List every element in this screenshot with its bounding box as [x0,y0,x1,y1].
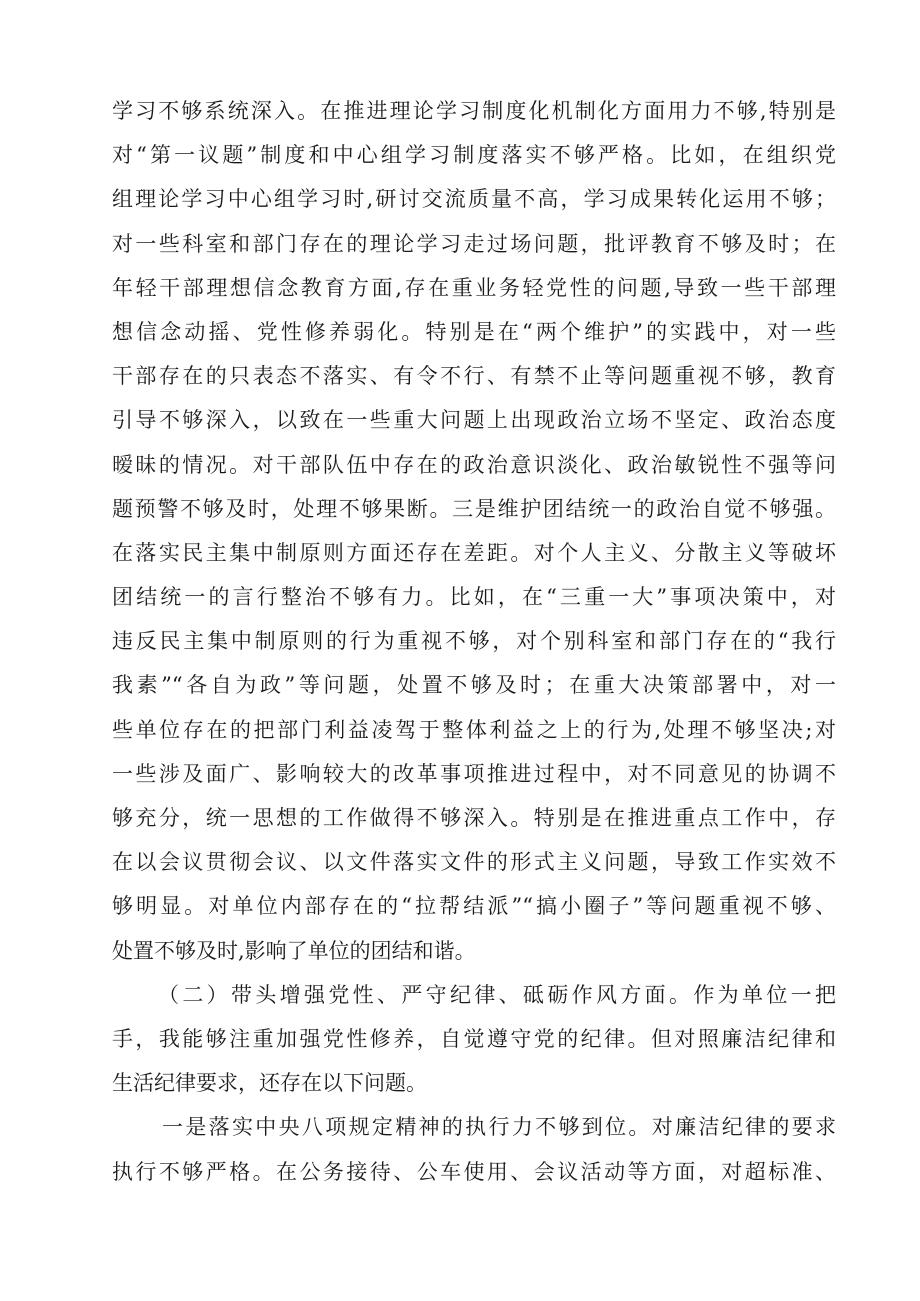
text-line: 组理论学习中心组学习时,研讨交流质量不高，学习成果转化运用不够； [112,187,836,212]
paragraph-end-line: 生活纪律要求，还存在以下问题。 [112,1071,427,1096]
text-line: 手，我能够注重加强党性修养，自觉遵守党的纪律。但对照廉洁纪律和 [112,1026,836,1051]
text-line: 违反民主集中制原则的行为重视不够，对个别科室和部门存在的“我行 [112,629,836,654]
text-line: 暧昧的情况。对干部队伍中存在的政治意识淡化、政治敏锐性不强等问 [112,452,836,477]
text-line: 学习不够系统深入。在推进理论学习制度化机制化方面用力不够,特别是 [112,99,836,123]
text-line: 对一些科室和部门存在的理论学习走过场问题，批评教育不够及时；在 [112,231,836,256]
text-line: 在以会议贯彻会议、以文件落实文件的形式主义问题，导致工作实效不 [112,850,836,875]
text-line: 题预警不够及时，处理不够果断。三是维护团结统一的政治自觉不够强。 [112,496,836,521]
text-line: 团结统一的言行整治不够有力。比如，在“三重一大”事项决策中，对 [112,585,836,610]
text-line: 引导不够深入，以致在一些重大问题上出现政治立场不坚定、政治态度 [112,408,836,433]
text-line: 年轻干部理想信念教育方面,存在重业务轻党性的问题,导致一些干部理 [112,275,836,300]
text-line: 够充分，统一思想的工作做得不够深入。特别是在推进重点工作中，存 [112,806,836,830]
text-line: 些单位存在的把部门利益凌驾于整体利益之上的行为,处理不够坚决;对 [112,717,836,742]
text-line: 我素”“各自为政”等问题，处置不够及时；在重大决策部署中，对一 [112,673,836,698]
text-line: 想信念动摇、党性修养弱化。特别是在“两个维护”的实践中，对一些 [112,319,836,344]
paragraph-start-line: 一是落实中央八项规定精神的执行力不够到位。对廉洁纪律的要求 [162,1115,836,1140]
document-body [112,89,836,1194]
text-line: 执行不够严格。在公务接待、公车使用、会议活动等方面，对超标准、 [112,1159,836,1184]
section-heading-line: （二）带头增强党性、严守纪律、砥砺作风方面。作为单位一把 [158,982,836,1007]
text-line: 干部存在的只表态不落实、有令不行、有禁不止等问题重视不够，教育 [112,364,836,389]
text-line: 一些涉及面广、影响较大的改革事项推进过程中，对不同意见的协调不 [112,761,836,786]
text-line: 在落实民主集中制原则方面还存在差距。对个人主义、分散主义等破坏 [112,540,836,565]
paragraph-end-line: 处置不够及时,影响了单位的团结和谐。 [112,938,476,963]
text-line: 够明显。对单位内部存在的“拉帮结派”“搞小圈子”等问题重视不够、 [112,894,836,919]
text-line: 对“第一议题”制度和中心组学习制度落实不够严格。比如，在组织党 [112,143,836,168]
